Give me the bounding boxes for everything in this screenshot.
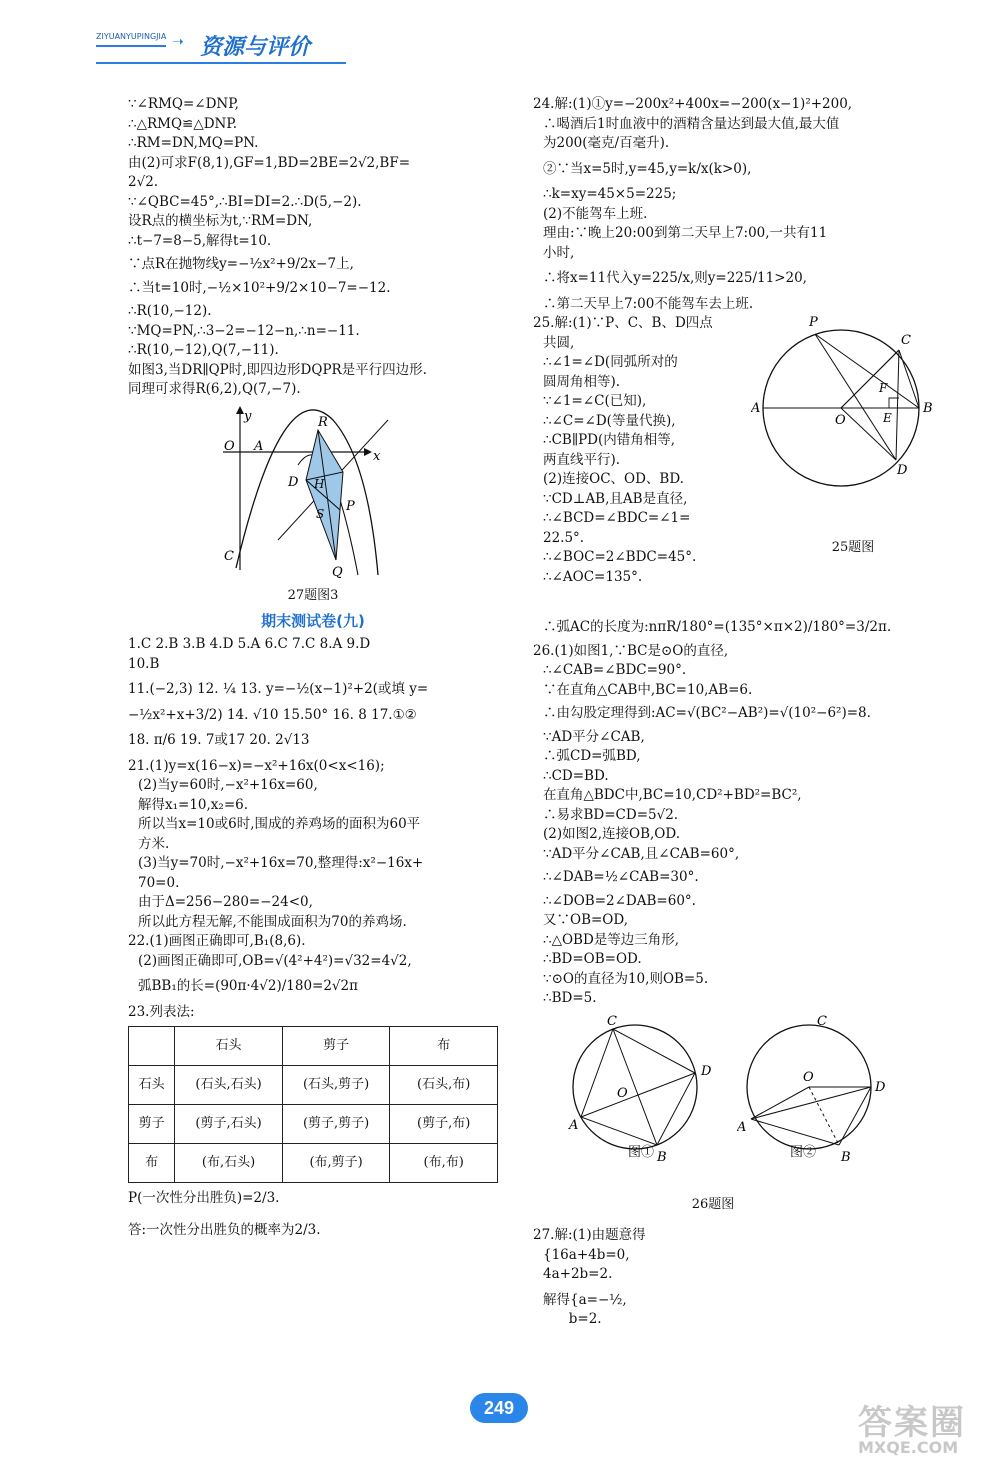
- section-title: 期末测试卷(九): [261, 611, 365, 630]
- text-line: 21.(1)y=x(16−x)=−x²+16x(0<x<16);: [128, 757, 385, 774]
- svg-text:S: S: [316, 506, 325, 521]
- text-line: 所以此方程无解,不能围成面积为70的养鸡场.: [138, 913, 407, 930]
- table-cell: (石头,剪子): [282, 1066, 390, 1105]
- text-line: (2)画图正确即可,OB=√(4²+4²)=√32=4√2,: [138, 952, 412, 969]
- text-line: (2)如图2,连接OB,OD.: [543, 826, 680, 842]
- text-line: ∴弧AC的长度为:nπR/180°=(135°×π×2)/180°=3/2π.: [543, 619, 892, 635]
- right-column: [533, 95, 963, 1330]
- figure-27-graph: [128, 400, 498, 580]
- table-cell: (布,剪子): [282, 1144, 390, 1183]
- text-line: 22.5°.: [543, 529, 585, 546]
- text-line: ∴BD=5.: [543, 990, 597, 1006]
- text-line: ∴RM=DN,MQ=PN.: [128, 135, 259, 151]
- text-line: 又∵OB=OD,: [543, 912, 629, 928]
- table-cell: 石头: [129, 1066, 175, 1105]
- table-cell: (石头,石头): [175, 1066, 283, 1105]
- svg-text:O: O: [803, 1069, 814, 1085]
- text-line: {16a+4b=0,: [543, 1246, 630, 1263]
- table-row: [129, 1066, 498, 1105]
- svg-text:Q: Q: [332, 564, 343, 580]
- text-line: ∴R(10,−12),Q(7,−11).: [128, 342, 279, 358]
- figure-25-caption: 25题图: [831, 540, 875, 555]
- text-line: ∴t−7=8−5,解得t=10.: [128, 232, 272, 249]
- text-line: ∵MQ=PN,∴3−2=−12−n,∴n=−11.: [128, 322, 360, 339]
- text-line: 由(2)可求F(8,1),GF=1,BD=2BE=2√2,BF=: [128, 154, 411, 171]
- text-line: ②∵当x=5时,y=45,y=k/x(k>0),: [543, 160, 752, 177]
- svg-text:B: B: [923, 401, 933, 416]
- text-line: ∴第二天早上7:00不能驾车去上班.: [543, 295, 754, 312]
- table-cell: (石头,布): [390, 1066, 498, 1105]
- figure-25-circle: [751, 308, 951, 508]
- text-line: 小时,: [543, 244, 575, 261]
- svg-text:R: R: [318, 414, 328, 430]
- text-line: ∴BD=OB=OD.: [543, 951, 642, 967]
- text-line: (3)当y=70时,−x²+16x=70,整理得:x²−16x+: [138, 855, 424, 871]
- page-number: 249: [470, 1393, 528, 1423]
- text-line: 设R点的横坐标为t,∵RM=DN,: [128, 213, 313, 229]
- table-header-cell: 剪子: [282, 1027, 390, 1066]
- svg-text:x: x: [373, 448, 381, 464]
- svg-text:A: A: [569, 1117, 579, 1133]
- table-cell: (剪子,石头): [175, 1105, 283, 1144]
- table-row: [129, 1105, 498, 1144]
- svg-text:C: C: [901, 333, 911, 348]
- text-line: ∴△RMQ≌△DNP.: [128, 115, 237, 132]
- text-line: 解得x₁=10,x₂=6.: [138, 796, 249, 813]
- table-row: [129, 1027, 498, 1066]
- figure-26-2-label: 图②: [789, 1144, 816, 1160]
- text-line: ∴易求BD=CD=5√2.: [543, 806, 679, 823]
- left-column: [128, 95, 498, 1240]
- text-line: 10.B: [128, 655, 160, 672]
- svg-text:y: y: [244, 408, 252, 424]
- svg-text:D: D: [701, 1063, 712, 1079]
- svg-text:B: B: [841, 1149, 851, 1165]
- text-line: (2)连接OC、OD、BD.: [543, 471, 684, 487]
- page-header: [96, 30, 346, 64]
- svg-text:P: P: [346, 498, 355, 514]
- text-line: 2√2.: [128, 174, 159, 190]
- text-line: ∴∠AOC=135°.: [543, 568, 643, 585]
- text-line: b=2.: [543, 1311, 602, 1327]
- table-header-cell: 布: [390, 1027, 498, 1066]
- table-row: [129, 1144, 498, 1183]
- text-line: 23.列表法:: [128, 1003, 195, 1020]
- svg-text:O: O: [224, 438, 235, 454]
- text-line: ∴将x=11代入y=225/x,则y=225/11>20,: [543, 270, 807, 286]
- text-line: ∴∠BCD=∠BDC=∠1=: [543, 510, 691, 526]
- svg-text:F: F: [879, 381, 888, 395]
- svg-text:C: C: [607, 1014, 617, 1029]
- text-line: ∵AD平分∠CAB,: [543, 728, 645, 745]
- text-line: ∴∠BOC=2∠BDC=45°.: [543, 549, 697, 565]
- table-cell: (布,布): [390, 1144, 498, 1183]
- problem-25-block: [533, 314, 963, 614]
- figure-27-caption: 27题图3: [287, 588, 339, 603]
- text-line: ∴k=xy=45×5=225;: [543, 186, 677, 202]
- figure-26-caption: 26题图: [691, 1196, 735, 1212]
- text-line: −½x²+x+3/2) 14. √10 15.50° 16. 8 17.①②: [128, 706, 417, 723]
- text-line: 1.C 2.B 3.B 4.D 5.A 6.C 7.C 8.A 9.D: [128, 636, 371, 652]
- text-line: ∴喝酒后1时血液中的酒精含量达到最大值,最大值: [543, 115, 840, 132]
- text-line: 所以当x=10或6时,围成的养鸡场的面积为60平: [138, 816, 421, 832]
- arrow-icon: ➝: [172, 34, 184, 50]
- header-title: 资源与评价: [200, 35, 311, 60]
- svg-text:A: A: [737, 1119, 747, 1135]
- text-line: ∴△OBD是等边三角形,: [543, 931, 680, 948]
- text-line: 11.(−2,3) 12. ¼ 13. y=−½(x−1)²+2(或填 y=: [128, 681, 429, 697]
- text-line: 22.(1)画图正确即可,B₁(8,6).: [128, 933, 306, 949]
- text-line: 在直角△BDC中,BC=10,CD²+BD²=BC²,: [543, 787, 802, 803]
- table-cell: (剪子,剪子): [282, 1105, 390, 1144]
- text-line: 弧BB₁的长=(90π·4√2)/180=2√2π: [138, 978, 359, 994]
- text-line: ∴∠C=∠D(等量代换),: [543, 412, 676, 429]
- text-line: (2)不能驾车上班.: [543, 205, 648, 222]
- svg-text:D: D: [897, 463, 908, 478]
- text-line: ∵∠QBC=45°,∴BI=DI=2.∴D(5,−2).: [128, 193, 362, 210]
- table-cell: [129, 1027, 175, 1066]
- text-line: 共圆,: [543, 334, 575, 351]
- watermark-logo: [858, 1395, 988, 1455]
- outcome-table: [128, 1026, 498, 1183]
- text-line: ∵CD⊥AB,且AB是直径,: [543, 490, 688, 507]
- watermark-line1: 答案圈: [858, 1403, 966, 1443]
- text-line: 为200(毫克/百毫升).: [543, 135, 670, 151]
- text-line: ∵∠1=∠C(已知),: [543, 393, 647, 409]
- text-line: 如图3,当DR∥QP时,即四边形DQPR是平行四边形.: [128, 361, 427, 378]
- svg-text:E: E: [883, 411, 892, 425]
- text-line: ∴弧CD=弧BD,: [543, 748, 641, 764]
- text-line: 27.解:(1)由题意得: [533, 1227, 646, 1243]
- text-line: ∴由勾股定理得到:AC=√(BC²−AB²)=√(10²−6²)=8.: [543, 705, 871, 721]
- table-cell: (布,石头): [175, 1144, 283, 1183]
- text-line: ∴∠CAB=∠BDC=90°.: [543, 662, 687, 678]
- watermark-line2: MXQE.COM: [858, 1438, 959, 1457]
- table-cell: 布: [129, 1144, 175, 1183]
- text-line: ∴当t=10时,−½×10²+9/2×10−7=−12.: [128, 279, 391, 296]
- text-line: ∴CD=BD.: [543, 767, 609, 784]
- header-rule: [96, 62, 346, 64]
- text-line: 25.解:(1)∵P、C、B、D四点: [533, 315, 713, 331]
- svg-text:B: B: [657, 1149, 667, 1165]
- text-line: 理由:∵晚上20:00到第二天早上7:00,一共有11: [543, 225, 828, 241]
- svg-text:C: C: [224, 548, 234, 564]
- text-line: ∵点R在抛物线y=−½x²+9/2x−7上,: [128, 256, 354, 272]
- svg-text:C: C: [817, 1014, 827, 1029]
- svg-text:P: P: [809, 315, 818, 330]
- text-line: ∵AD平分∠CAB,且∠CAB=60°,: [543, 845, 740, 862]
- text-line: ∵∠RMQ=∠DNP,: [128, 96, 239, 112]
- text-line: 18. π/6 19. 7或17 20. 2√13: [128, 732, 310, 748]
- text-line: ∵⊙O的直径为10,则OB=5.: [543, 970, 709, 987]
- text-line: ∴∠1=∠D(同弧所对的: [543, 354, 678, 370]
- table-cell: (剪子,布): [390, 1105, 498, 1144]
- svg-text:O: O: [617, 1085, 628, 1101]
- problem-25-text: [533, 314, 753, 587]
- svg-text:O: O: [835, 413, 846, 428]
- text-line: 答:一次性分出胜负的概率为2/3.: [128, 1221, 321, 1238]
- text-line: 70=0.: [138, 874, 180, 891]
- text-line: P(一次性分出胜负)=2/3.: [128, 1190, 280, 1206]
- text-line: 方米.: [138, 835, 170, 852]
- header-pinyin: ZIYUANYUPINGJIA: [96, 32, 166, 47]
- text-line: ∵在直角△CAB中,BC=10,AB=6.: [543, 681, 753, 698]
- figure-26-block: [533, 1009, 963, 1195]
- svg-text:D: D: [288, 474, 299, 490]
- svg-text:D: D: [875, 1079, 886, 1095]
- text-line: 4a+2b=2.: [543, 1266, 613, 1282]
- text-line: 同理可求得R(6,2),Q(7,−7).: [128, 381, 301, 397]
- svg-text:H: H: [314, 476, 325, 491]
- text-line: 24.解:(1)①y=−200x²+400x=−200(x−1)²+200,: [533, 96, 853, 112]
- text-line: 圆周角相等).: [543, 373, 621, 390]
- text-line: 两直线平行).: [543, 451, 621, 468]
- text-line: ∴∠DAB=½∠CAB=30°.: [543, 869, 699, 885]
- text-line: ∴R(10,−12).: [128, 303, 212, 319]
- svg-text:A: A: [254, 438, 264, 454]
- text-line: ∴∠DOB=2∠DAB=60°.: [543, 892, 696, 909]
- text-line: (2)当y=60时,−x²+16x=60,: [138, 777, 318, 793]
- table-header-cell: 石头: [175, 1027, 283, 1066]
- figure-26-1-label: 图①: [627, 1144, 654, 1160]
- table-cell: 剪子: [129, 1105, 175, 1144]
- text-line: 由于Δ=256−280=−24<0,: [138, 894, 313, 910]
- text-line: 26.(1)如图1,∵BC是⊙O的直径,: [533, 642, 729, 659]
- text-line: ∴CB∥PD(内错角相等,: [543, 432, 676, 448]
- svg-text:A: A: [751, 401, 761, 416]
- text-line: 解得{a=−½,: [543, 1291, 627, 1308]
